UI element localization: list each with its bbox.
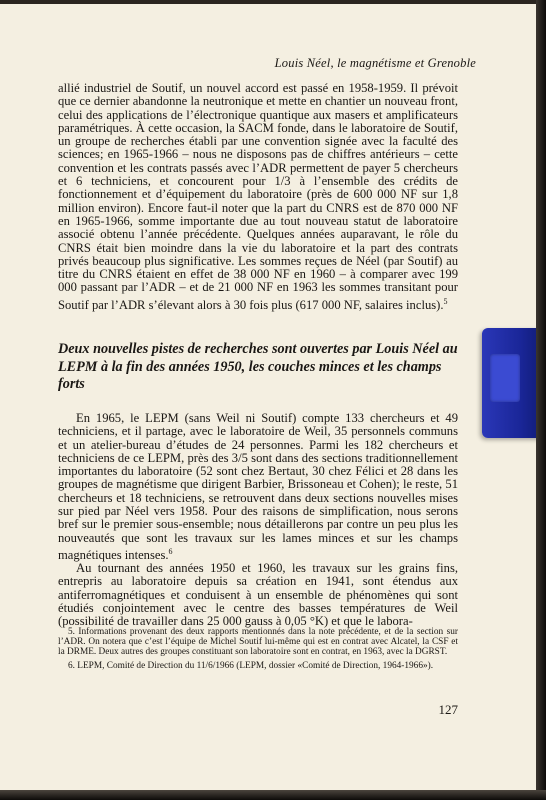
footnote-ref-6[interactable]: 6 — [168, 546, 173, 556]
scan-border-bottom — [0, 790, 546, 800]
footnote-ref-5[interactable]: 5 — [443, 296, 448, 306]
scan-border-top — [0, 0, 546, 4]
paragraph-text: allié industriel de Soutif, un nouvel accord est passé en 1958-1959. Il prévoit que ce dernier abandonne la neutronique et mette en chantier un nouveau front, celui des applications de l’électronique quantique aux masers et amplificateurs paramétriques. À cette occasion, la SACM fonde, dans le laboratoire de Soutif, un groupe de recherches établi par une convention signée avec la faculté des sciences; en 1965-1966 – nous ne disposons pas de chiffres antérieurs – cette convention et les contrats passés avec l’ADR permettent de payer 5 chercheurs et 6 techniciens, et concourent pour 1/3 à l’ensemble des crédits de fonctionnement et d’équipement du laboratoire (près de 600 000 NF sur 1,8 million environ). Encore faut-il noter que la part du CNRS est de 870 000 NF en 1965-1966, somme importante due au tout nouveau statut de laboratoire associé obtenu l’année précédente. Quelques années auparavant, le rôle du CNRS était bien moindre dans la vie du laboratoire et la part des contrats privés beaucoup plus significative. Les sommes reçues de Néel (par Soutif) au titre du CNRS étaient en effet de 38 000 NF en 1960 – à comparer avec 199 000 passant par l’ADR – et de 21 000 NF en 1963 les sommes transitant pour Soutif par l’ADR s’élevant alors à 30 fois plus (617 000 NF, salaires inclus). — [58, 81, 458, 312]
footnote-6: 6. LEPM, Comité de Direction du 11/6/1966 (LEPM, dossier «Comité de Direction, 1964-1966»). — [68, 660, 434, 671]
body-paragraph-3 — [58, 562, 458, 628]
body-paragraph-1 — [58, 82, 458, 312]
section-heading: Deux nouvelles pistes de recherches sont ouvertes par Louis Néel au LEPM à la fin des années 1950, les couches minces et les champs forts — [58, 341, 458, 392]
paragraph-text: En 1965, le LEPM (sans Weil ni Soutif) compte 133 chercheurs et 49 techniciens, et il partage, avec le laboratoire de Weil, 35 personnels communs et un atelier-bureau d’études de 24 personnes. Parmi les 182 chercheurs et techniciens de ce LEPM, près des 3/5 sont dans des sections traditionnellement importantes du laboratoire (52 sont chez Bertaut, 30 chez Félici et 28 dans les groupes de magnétisme que dirigent Barbier, Brissoneau et Cohen); le reste, 51 chercheurs et 18 techniciens, se retrouvent dans deux sections nouvelles mises sur pied par Néel vers 1958. Pour des raisons de simplification, nous serons bref sur le premier sous-ensemble; nous détaillerons par contre un peu plus les nouveautés que sont les travaux sur les lames minces et sur les champs magnétiques intenses. — [58, 411, 458, 563]
page-number: 127 — [438, 702, 458, 717]
footnotes — [58, 627, 458, 671]
body-paragraph-2 — [58, 412, 458, 562]
binding-clip-face — [490, 354, 520, 402]
footnote-5: 5. Informations provenant des deux rapports mentionnés dans la note précédente, et de la section sur l’ADR. On notera que c’est l’équipe de Michel Soutif lui-même qui est en contrat avec Alcatel, la CSF et la DRME. Deux autres des groupes constituant son laboratoire sont en contrat, en 1963, avec la DGRST. — [58, 627, 458, 658]
paragraph-text: Au tournant des années 1950 et 1960, les travaux sur les grains fins, entrepris au laboratoire depuis sa création en 1941, sont étendus aux antiferromagnétiques et conduisent à un ensemble de phénomènes qui sont étudiés conjointement avec le centre des basses températures de Weil (possibilité de travailler dans 25 000 gauss à 0,05 °K) et que le labora- — [58, 561, 458, 629]
running-header: Louis Néel, le magnétisme et Grenoble — [274, 56, 476, 70]
scan-border-right — [536, 0, 546, 800]
